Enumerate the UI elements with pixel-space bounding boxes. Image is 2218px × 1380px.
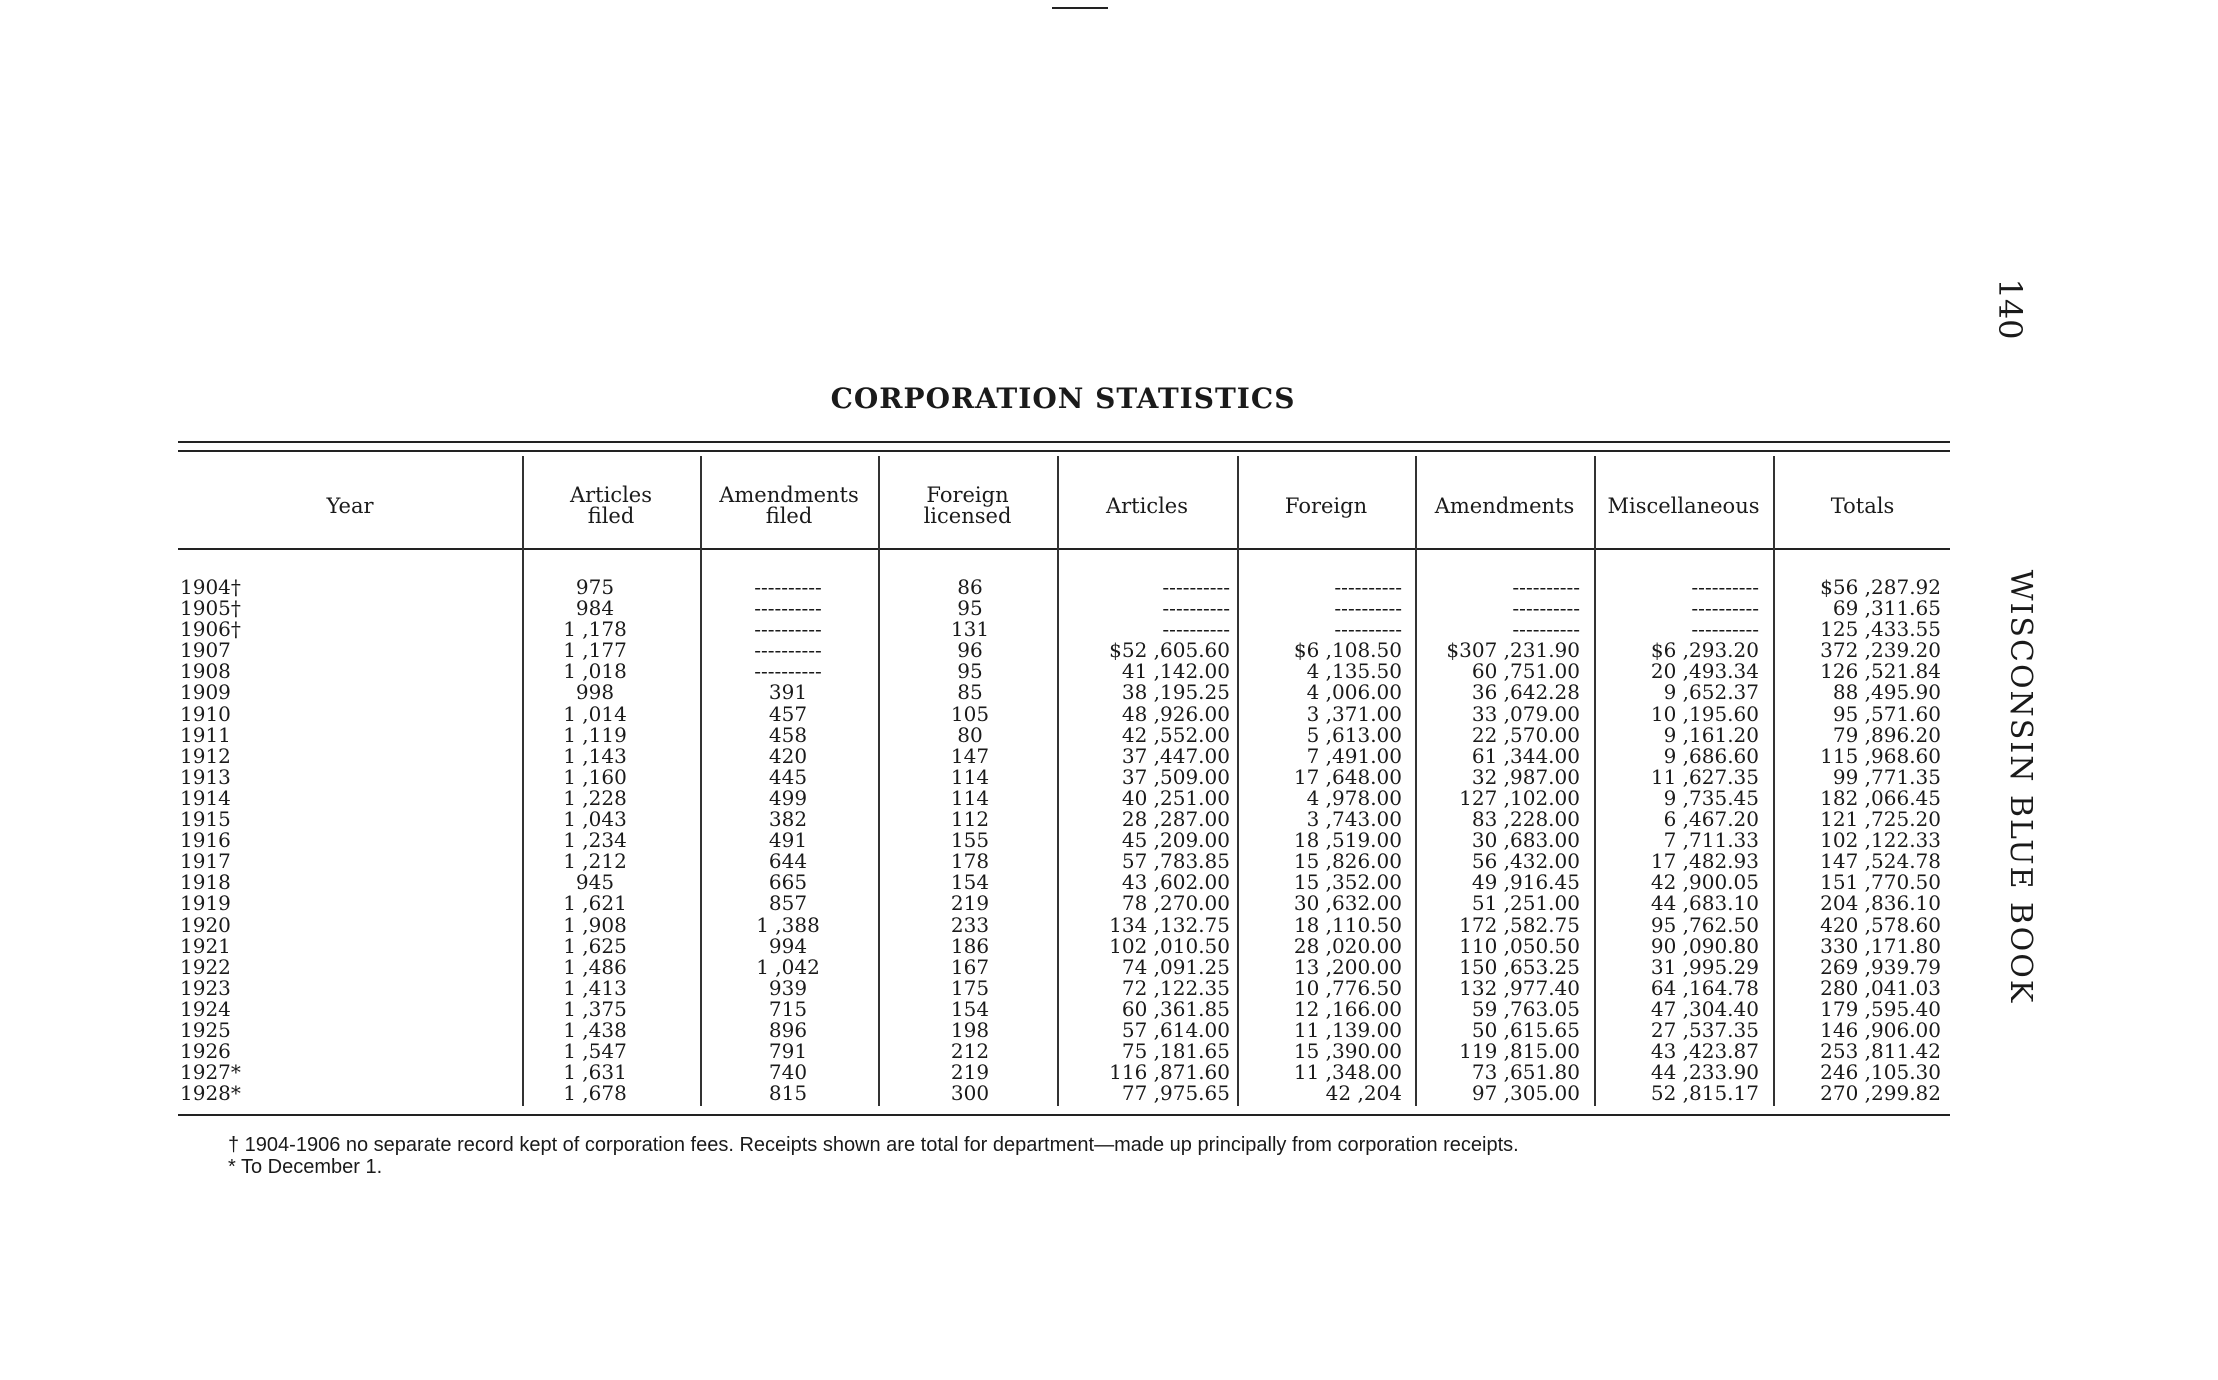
cell-articles-filed: 998 (575, 680, 615, 705)
cell-year: 1906† (180, 619, 241, 641)
cell-miscellaneous: 7 ,711.33 (1663, 828, 1759, 853)
cell-amendments-filed: 499 (768, 785, 808, 810)
cell-amendments-receipts: 172 ,582.75 (1459, 912, 1580, 937)
cell-foreign-receipts: 15 ,390.00 (1293, 1039, 1402, 1064)
cell-miscellaneous: 44 ,683.10 (1650, 891, 1759, 916)
cell-articles-receipts: 42 ,552.00 (1121, 722, 1230, 747)
cell-amendments-filed: 458 (768, 722, 808, 747)
cell-foreign-licensed: 154 (950, 870, 990, 895)
table-row (0, 1017, 2218, 1042)
cell-articles-receipts: 41 ,142.00 (1121, 659, 1230, 684)
top-rule (178, 441, 1950, 443)
cell-amendments-filed: ---------- (754, 596, 822, 621)
page-title: CORPORATION STATISTICS (830, 382, 1296, 415)
table-row (0, 619, 2218, 640)
cell-articles-receipts: 28 ,287.00 (1121, 807, 1230, 832)
cell-miscellaneous: 17 ,482.93 (1650, 849, 1759, 874)
cell-amendments-receipts: ---------- (1512, 596, 1580, 621)
cell-amendments-filed: 420 (768, 743, 808, 768)
cell-year: 1912 (180, 745, 231, 767)
cell-amendments-filed: ---------- (754, 659, 822, 684)
cell-year: 1920 (180, 914, 231, 936)
cell-foreign-licensed: 186 (950, 933, 990, 958)
cell-amendments-receipts: 132 ,977.40 (1459, 975, 1580, 1000)
table-row (0, 682, 2218, 703)
table-row (0, 996, 2218, 1021)
cell-foreign-licensed: 112 (950, 807, 990, 832)
cell-totals: 330 ,171.80 (1820, 933, 1941, 958)
header-year (180, 468, 520, 544)
cell-miscellaneous: 31 ,995.29 (1650, 954, 1759, 979)
cell-year: 1913 (180, 766, 231, 788)
cell-amendments-filed: ---------- (754, 638, 822, 663)
cell-totals: 179 ,595.40 (1820, 996, 1941, 1021)
cell-articles-filed: 1 ,631 (563, 1060, 627, 1085)
cell-miscellaneous: ---------- (1691, 596, 1759, 621)
header-foreign-receipts-label: Foreign (1284, 493, 1368, 518)
cell-miscellaneous: 52 ,815.17 (1650, 1081, 1759, 1106)
cell-foreign-licensed: 233 (950, 912, 990, 937)
header-totals-label: Totals (1830, 493, 1895, 518)
cell-year: 1918 (180, 872, 231, 894)
table-row (0, 598, 2218, 619)
header-articles-receipts (1059, 468, 1235, 544)
cell-foreign-licensed: 198 (950, 1017, 990, 1042)
cell-amendments-receipts: 59 ,763.05 (1471, 996, 1580, 1021)
cell-articles-filed: 1 ,178 (563, 617, 627, 642)
cell-foreign-receipts: 3 ,743.00 (1306, 807, 1402, 832)
cell-articles-filed: 1 ,678 (563, 1081, 627, 1106)
table-row (0, 661, 2218, 682)
cell-amendments-receipts: 50 ,615.65 (1471, 1017, 1580, 1042)
cell-foreign-receipts: 15 ,352.00 (1293, 870, 1402, 895)
header-amendments-filed-line1: Amendments (719, 483, 859, 507)
cell-year: 1926 (180, 1041, 231, 1063)
cell-foreign-receipts: 4 ,978.00 (1306, 785, 1402, 810)
cell-foreign-receipts: ---------- (1334, 617, 1402, 642)
cell-amendments-filed: 1 ,042 (756, 954, 820, 979)
cell-amendments-receipts: ---------- (1512, 617, 1580, 642)
header-miscellaneous (1596, 468, 1771, 544)
table-row (0, 872, 2218, 893)
table-row (0, 893, 2218, 914)
cell-amendments-receipts: 33 ,079.00 (1471, 701, 1580, 726)
cell-foreign-receipts: 18 ,519.00 (1293, 828, 1402, 853)
cell-totals: 269 ,939.79 (1820, 954, 1941, 979)
cell-foreign-receipts: 17 ,648.00 (1293, 764, 1402, 789)
bottom-rule (178, 1114, 1950, 1116)
cell-articles-filed: 1 ,413 (563, 975, 627, 1000)
cell-articles-receipts: ---------- (1162, 617, 1230, 642)
cell-foreign-licensed: 114 (950, 764, 990, 789)
cell-articles-filed: 1 ,234 (563, 828, 627, 853)
cell-totals: 151 ,770.50 (1820, 870, 1941, 895)
cell-miscellaneous: 44 ,233.90 (1650, 1060, 1759, 1085)
cell-amendments-filed: 791 (768, 1039, 808, 1064)
top-rule-inner (178, 450, 1950, 452)
cell-articles-receipts: 74 ,091.25 (1121, 954, 1230, 979)
cell-year: 1909 (180, 682, 231, 704)
cell-miscellaneous: 90 ,090.80 (1650, 933, 1759, 958)
cell-year: 1911 (180, 724, 231, 746)
cell-foreign-licensed: 155 (950, 828, 990, 853)
cell-articles-filed: 984 (575, 596, 615, 621)
cell-foreign-receipts: 10 ,776.50 (1293, 975, 1402, 1000)
header-foreign-receipts (1239, 468, 1413, 544)
cell-articles-receipts: 38 ,195.25 (1121, 680, 1230, 705)
cell-articles-receipts: 102 ,010.50 (1109, 933, 1230, 958)
table-row (0, 743, 2218, 768)
table-row (0, 640, 2218, 661)
cell-articles-filed: 945 (575, 870, 615, 895)
cell-amendments-receipts: 32 ,987.00 (1471, 764, 1580, 789)
cell-foreign-licensed: 147 (950, 743, 990, 768)
header-foreign-licensed (880, 468, 1055, 544)
cell-miscellaneous: 20 ,493.34 (1650, 659, 1759, 684)
cell-amendments-filed: 1 ,388 (756, 912, 820, 937)
cell-foreign-licensed: 154 (950, 996, 990, 1021)
cell-amendments-receipts: 60 ,751.00 (1471, 659, 1580, 684)
cell-amendments-filed: 457 (768, 701, 808, 726)
header-miscellaneous-label: Miscellaneous (1607, 493, 1760, 518)
table-row (0, 701, 2218, 726)
cell-amendments-filed: 391 (768, 680, 808, 705)
cell-articles-receipts: 134 ,132.75 (1109, 912, 1230, 937)
cell-foreign-licensed: 95 (957, 596, 983, 621)
cell-foreign-licensed: 131 (950, 617, 990, 642)
cell-miscellaneous: ---------- (1691, 575, 1759, 599)
cell-amendments-receipts: 30 ,683.00 (1471, 828, 1580, 853)
cell-totals: 147 ,524.78 (1820, 849, 1941, 874)
cell-foreign-receipts: 4 ,135.50 (1306, 659, 1402, 684)
table-row (0, 764, 2218, 789)
cell-articles-filed: 1 ,486 (563, 954, 627, 979)
cell-articles-receipts: ---------- (1162, 596, 1230, 621)
cell-foreign-receipts: 13 ,200.00 (1293, 954, 1402, 979)
cell-miscellaneous: 9 ,735.45 (1663, 785, 1759, 810)
table-row (0, 1083, 2218, 1104)
cell-foreign-licensed: 80 (957, 722, 983, 747)
cell-miscellaneous: 10 ,195.60 (1650, 701, 1759, 726)
cell-foreign-receipts: 11 ,348.00 (1293, 1060, 1402, 1085)
cell-totals: 88 ,495.90 (1832, 680, 1941, 705)
cell-year: 1921 (180, 935, 231, 957)
cell-totals: 182 ,066.45 (1820, 785, 1941, 810)
cell-foreign-receipts: ---------- (1334, 575, 1402, 599)
cell-articles-receipts: 116 ,871.60 (1109, 1060, 1230, 1085)
cell-miscellaneous: 6 ,467.20 (1663, 807, 1759, 832)
cell-amendments-receipts: 127 ,102.00 (1459, 785, 1580, 810)
table-row (0, 912, 2218, 937)
cell-articles-filed: 1 ,143 (563, 743, 627, 768)
header-amendments-receipts (1417, 468, 1592, 544)
cell-articles-receipts: 48 ,926.00 (1121, 701, 1230, 726)
cell-totals: 204 ,836.10 (1820, 891, 1941, 916)
cell-totals: 246 ,105.30 (1820, 1060, 1941, 1085)
cell-articles-receipts: $52 ,605.60 (1109, 638, 1230, 663)
table-row (0, 851, 2218, 872)
cell-amendments-receipts: 56 ,432.00 (1471, 849, 1580, 874)
table-row (0, 933, 2218, 958)
cell-miscellaneous: 47 ,304.40 (1650, 996, 1759, 1021)
cell-foreign-receipts: 42 ,204 (1325, 1081, 1402, 1106)
cell-articles-receipts: 57 ,783.85 (1121, 849, 1230, 874)
cell-articles-filed: 1 ,177 (563, 638, 627, 663)
header-foreign-licensed-line1: Foreign (926, 483, 1009, 507)
cell-amendments-filed: 644 (768, 849, 808, 874)
cell-amendments-filed: 491 (768, 828, 808, 853)
cell-articles-filed: 1 ,375 (563, 996, 627, 1021)
cell-totals: 95 ,571.60 (1832, 701, 1941, 726)
cell-amendments-filed: 815 (768, 1081, 808, 1106)
cell-articles-receipts: 77 ,975.65 (1121, 1081, 1230, 1106)
table-row (0, 577, 2218, 598)
cell-totals: 280 ,041.03 (1820, 975, 1941, 1000)
table-row (0, 722, 2218, 747)
cell-year: 1928* (180, 1083, 241, 1105)
table-row (0, 785, 2218, 810)
cell-articles-filed: 1 ,438 (563, 1017, 627, 1042)
cell-amendments-filed: ---------- (754, 575, 822, 599)
cell-amendments-receipts: 73 ,651.80 (1471, 1060, 1580, 1085)
cell-articles-receipts: 60 ,361.85 (1121, 996, 1230, 1021)
header-articles-filed-line2: filed (587, 504, 635, 528)
table-body (0, 577, 2218, 1104)
cell-articles-receipts: 57 ,614.00 (1121, 1017, 1230, 1042)
cell-amendments-filed: ---------- (754, 617, 822, 642)
cell-foreign-licensed: 96 (957, 638, 983, 663)
header-amendments-filed-line2: filed (765, 504, 813, 528)
cell-articles-filed: 1 ,212 (563, 849, 627, 874)
cell-foreign-receipts: 12 ,166.00 (1293, 996, 1402, 1021)
cell-year: 1924 (180, 998, 231, 1020)
top-dash-mark (1052, 7, 1108, 9)
cell-year: 1925 (180, 1019, 231, 1042)
cell-foreign-receipts: 5 ,613.00 (1306, 722, 1402, 747)
cell-amendments-receipts: 150 ,653.25 (1459, 954, 1580, 979)
page-number: 140 (1991, 278, 2029, 340)
table-row (0, 809, 2218, 830)
cell-totals: 115 ,968.60 (1820, 743, 1941, 768)
cell-foreign-receipts: 18 ,110.50 (1293, 912, 1402, 937)
cell-amendments-receipts: 97 ,305.00 (1471, 1081, 1580, 1106)
cell-totals: $56 ,287.92 (1820, 575, 1941, 599)
header-articles-receipts-label: Articles (1105, 493, 1189, 518)
cell-articles-filed: 1 ,547 (563, 1039, 627, 1064)
cell-year: 1922 (180, 956, 231, 978)
cell-miscellaneous: 9 ,652.37 (1663, 680, 1759, 705)
cell-amendments-receipts: 61 ,344.00 (1471, 743, 1580, 768)
cell-amendments-filed: 665 (768, 870, 808, 895)
header-year-label: Year (326, 493, 374, 518)
cell-year: 1917 (180, 851, 231, 873)
cell-year: 1904† (180, 577, 241, 599)
cell-foreign-licensed: 95 (957, 659, 983, 684)
cell-miscellaneous: $6 ,293.20 (1650, 638, 1759, 663)
cell-totals: 126 ,521.84 (1820, 659, 1941, 684)
cell-miscellaneous: 95 ,762.50 (1650, 912, 1759, 937)
cell-totals: 79 ,896.20 (1832, 722, 1941, 747)
header-foreign-licensed-line2: licensed (923, 504, 1012, 528)
cell-miscellaneous: 43 ,423.87 (1650, 1039, 1759, 1064)
cell-year: 1905† (180, 598, 241, 620)
cell-foreign-licensed: 167 (950, 954, 990, 979)
cell-year: 1916 (180, 830, 231, 852)
cell-miscellaneous: 64 ,164.78 (1650, 975, 1759, 1000)
cell-amendments-receipts: 51 ,251.00 (1471, 891, 1580, 916)
cell-articles-filed: 1 ,119 (563, 722, 627, 747)
cell-articles-receipts: 72 ,122.35 (1121, 975, 1230, 1000)
footnote-asterisk: * To December 1. (228, 1156, 383, 1178)
table-row (0, 1062, 2218, 1083)
cell-totals: 372 ,239.20 (1820, 638, 1941, 663)
cell-foreign-receipts: 30 ,632.00 (1293, 891, 1402, 916)
cell-year: 1908 (180, 661, 231, 683)
cell-articles-filed: 1 ,625 (563, 933, 627, 958)
table-row (0, 954, 2218, 979)
header-amendments-filed (702, 468, 876, 544)
cell-foreign-receipts: $6 ,108.50 (1293, 638, 1402, 663)
cell-foreign-licensed: 85 (957, 680, 983, 705)
cell-articles-filed: 1 ,908 (563, 912, 627, 937)
cell-totals: 125 ,433.55 (1820, 617, 1941, 642)
cell-articles-receipts: 37 ,447.00 (1121, 743, 1230, 768)
cell-amendments-receipts: $307 ,231.90 (1446, 638, 1580, 663)
cell-articles-filed: 1 ,018 (563, 659, 627, 684)
cell-articles-filed: 975 (575, 575, 615, 599)
cell-articles-receipts: 75 ,181.65 (1121, 1039, 1230, 1064)
cell-articles-receipts: 78 ,270.00 (1121, 891, 1230, 916)
footnotes (228, 1134, 1519, 1178)
header-articles-filed (524, 468, 698, 544)
cell-articles-receipts: ---------- (1162, 575, 1230, 599)
header-rule (178, 548, 1950, 550)
cell-amendments-filed: 715 (768, 996, 808, 1021)
cell-year: 1915 (180, 809, 231, 831)
cell-foreign-licensed: 178 (950, 849, 990, 874)
cell-foreign-receipts: ---------- (1334, 596, 1402, 621)
cell-amendments-filed: 382 (768, 807, 808, 832)
cell-articles-filed: 1 ,228 (563, 785, 627, 810)
cell-foreign-licensed: 175 (950, 975, 990, 1000)
cell-foreign-licensed: 105 (950, 701, 990, 726)
cell-amendments-filed: 994 (768, 933, 808, 958)
cell-year: 1907 (180, 640, 231, 662)
cell-totals: 146 ,906.00 (1820, 1017, 1941, 1042)
cell-amendments-receipts: 110 ,050.50 (1459, 933, 1580, 958)
table-row (0, 1041, 2218, 1062)
cell-articles-receipts: 40 ,251.00 (1121, 785, 1230, 810)
cell-articles-receipts: 45 ,209.00 (1121, 828, 1230, 853)
cell-articles-receipts: 37 ,509.00 (1121, 764, 1230, 789)
cell-articles-filed: 1 ,160 (563, 764, 627, 789)
cell-amendments-filed: 740 (768, 1060, 808, 1085)
cell-foreign-receipts: 11 ,139.00 (1293, 1017, 1402, 1042)
cell-miscellaneous: 9 ,161.20 (1663, 722, 1759, 747)
cell-totals: 99 ,771.35 (1832, 764, 1941, 789)
cell-foreign-receipts: 15 ,826.00 (1293, 849, 1402, 874)
header-articles-filed-line1: Articles (569, 483, 653, 507)
cell-amendments-receipts: 119 ,815.00 (1459, 1039, 1580, 1064)
cell-totals: 253 ,811.42 (1820, 1039, 1941, 1064)
cell-foreign-receipts: 28 ,020.00 (1293, 933, 1402, 958)
cell-year: 1923 (180, 977, 231, 999)
table-row (0, 975, 2218, 1000)
cell-totals: 102 ,122.33 (1820, 828, 1941, 853)
cell-articles-filed: 1 ,043 (563, 807, 627, 832)
cell-miscellaneous: 9 ,686.60 (1663, 743, 1759, 768)
cell-year: 1914 (180, 787, 231, 810)
cell-amendments-receipts: 83 ,228.00 (1471, 807, 1580, 832)
cell-totals: 69 ,311.65 (1832, 596, 1941, 621)
cell-amendments-receipts: 49 ,916.45 (1471, 870, 1580, 895)
cell-year: 1910 (180, 703, 231, 725)
cell-amendments-receipts: 22 ,570.00 (1471, 722, 1580, 747)
cell-year: 1927* (180, 1062, 241, 1084)
table-row (0, 830, 2218, 851)
cell-amendments-filed: 445 (768, 764, 808, 789)
cell-miscellaneous: ---------- (1691, 617, 1759, 642)
cell-articles-filed: 1 ,014 (563, 701, 627, 726)
cell-foreign-licensed: 114 (950, 785, 990, 810)
cell-year: 1919 (180, 893, 231, 915)
cell-foreign-receipts: 7 ,491.00 (1306, 743, 1402, 768)
cell-foreign-licensed: 212 (950, 1039, 990, 1064)
cell-miscellaneous: 27 ,537.35 (1650, 1017, 1759, 1042)
header-totals (1775, 468, 1950, 544)
cell-amendments-filed: 939 (768, 975, 808, 1000)
cell-amendments-filed: 857 (768, 891, 808, 916)
cell-amendments-receipts: 36 ,642.28 (1471, 680, 1580, 705)
cell-miscellaneous: 11 ,627.35 (1650, 764, 1759, 789)
cell-foreign-receipts: 4 ,006.00 (1306, 680, 1402, 705)
cell-totals: 420 ,578.60 (1820, 912, 1941, 937)
footnote-dagger: † 1904-1906 no separate record kept of corporation fees. Receipts shown are total for department—made up principally from corporation receipts. (228, 1134, 1519, 1156)
header-amendments-receipts-label: Amendments (1434, 493, 1575, 518)
cell-miscellaneous: 42 ,900.05 (1650, 870, 1759, 895)
cell-foreign-licensed: 219 (950, 891, 990, 916)
cell-amendments-receipts: ---------- (1512, 575, 1580, 599)
cell-articles-receipts: 43 ,602.00 (1121, 870, 1230, 895)
cell-amendments-filed: 896 (768, 1017, 808, 1042)
cell-totals: 121 ,725.20 (1820, 807, 1941, 832)
cell-articles-filed: 1 ,621 (563, 891, 627, 916)
running-head: WISCONSIN BLUE BOOK (2003, 569, 2038, 1005)
cell-foreign-receipts: 3 ,371.00 (1306, 701, 1402, 726)
cell-foreign-licensed: 219 (950, 1060, 990, 1085)
cell-totals: 270 ,299.82 (1820, 1081, 1941, 1106)
cell-foreign-licensed: 86 (957, 575, 983, 599)
cell-foreign-licensed: 300 (950, 1081, 990, 1106)
